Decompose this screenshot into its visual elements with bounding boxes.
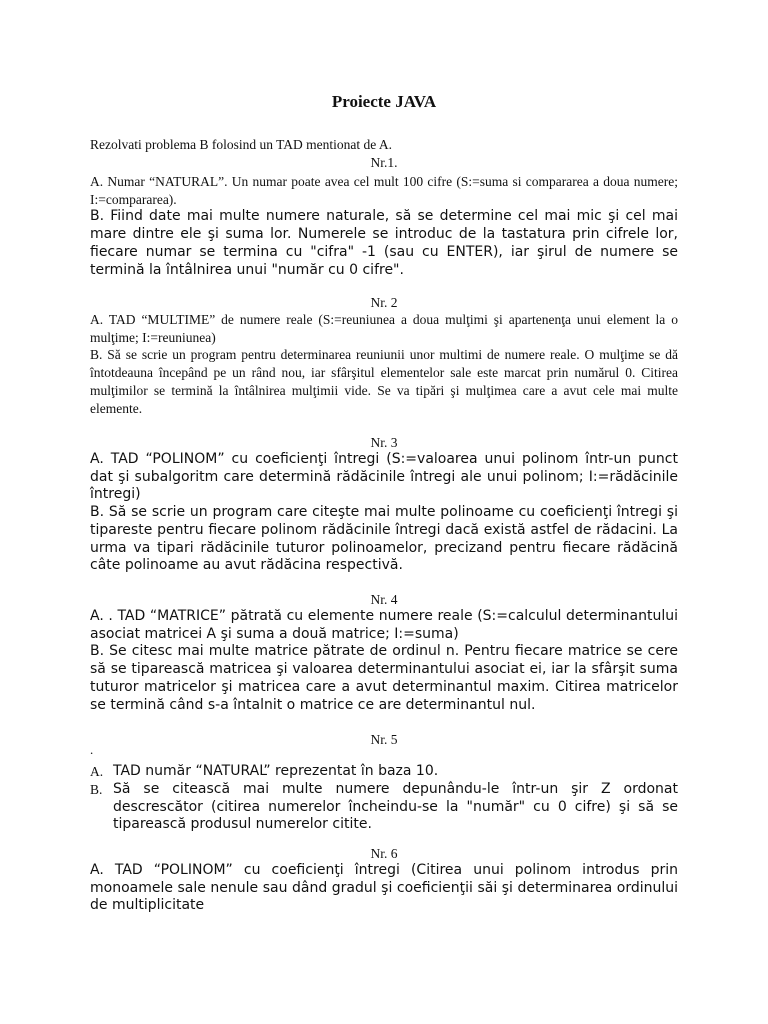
problem-3-body <box>90 451 678 575</box>
problem-4-number: Nr. 4 <box>370 592 398 607</box>
problem-3-part-a: A. TAD “POLINOM” cu coeficienţi întregi (S:=valoarea unui polinom într-un punct dat şi subalgoritm care determină rădăcinile întregi ale unui polinom; I:=rădăcinile întregi) <box>90 451 678 503</box>
problem-2-part-a: A. TAD “MULTIME” de numere reale (S:=reuniunea a doua mulţimi şi apartenenţa unui element la o mulţime; I:=reuniunea) <box>90 312 678 345</box>
problem-6-body <box>90 862 678 915</box>
problem-5-number: Nr. 5 <box>370 732 398 747</box>
problem-5-part-a: TAD număr “NATURAL” reprezentat în baza 10. <box>113 763 439 779</box>
problem-6-part-a: A. TAD “POLINOM” cu coeficienţi întregi (Citirea unui polinom introdus prin monoamele sale nenule sau dând gradul şi coeficienţii săi şi determinarea ordinului de multiplicitate <box>90 862 678 914</box>
problem-6-number: Nr. 6 <box>370 846 398 861</box>
problem-5-item-a <box>90 763 678 781</box>
problem-1-part-a: A. Numar “NATURAL”. Un numar poate avea cel mult 100 cifre (S:=suma si compararea a doua numere; I:=compararea). <box>90 174 678 207</box>
problem-4-part-a: A. . TAD “MATRICE” pătrată cu elemente numere reale (S:=calculul determinantului asociat matricei A şi suma a două matrice; I:=suma) <box>90 608 678 642</box>
problem-3-number: Nr. 3 <box>370 435 398 450</box>
list-marker-b: B. <box>90 782 103 797</box>
problem-2-part-b: B. Să se scrie un program pentru determinarea reuniunii unor multimi de numere reale. O mulţime se dă întotdeauna începând pe un rând nou, iar sfârşitul elementelor sale este marcat prin numărul 0. Citirea mulţimilor se termină la întâlnirea mulţimii vide. Se va tipări şi mulţimea care a avut cele mai multe elemente. <box>90 347 678 416</box>
intro-text: Rezolvati problema B folosind un TAD mentionat de A. <box>90 137 392 152</box>
document-title: Proiecte JAVA <box>331 92 437 111</box>
problem-5-part-b: Să se citească mai multe numere depunându-le într-un şir Z ordonat descrescător (citirea numerelor încheindu-se la "număr" cu 0 cifre) şi să se tiparească produsul numerelor citite. <box>113 781 678 833</box>
list-marker-a: A. <box>90 764 104 779</box>
problem-5-item-b <box>90 781 678 835</box>
problem-4-part-b: B. Se citesc mai multe matrice pătrate de ordinul n. Pentru fiecare matrice se cere să se tiparească matricea şi valoarea determinantului asociat ei, iar la sfârşit suma tuturor matricelor şi matricea care a avut determinantul maxim. Citirea matricelor se termină când s-a întalnit o matrice ce are determinantul nul. <box>90 643 678 713</box>
problem-4-body <box>90 608 678 714</box>
problem-1-body <box>90 173 678 279</box>
problem-2-number: Nr. 2 <box>370 295 398 310</box>
problem-1-part-b: B. Fiind date mai multe numere naturale, să se determine cel mai mic şi cel mai mare dintre ele şi suma lor. Numerele se introduc de la tastatura prin cifrele lor, fiecare numar se termina cu "cifra" -1 (sau cu ENTER), iar şirul de numere se termină la întâlnirea unui "număr cu 0 cifre". <box>90 208 678 278</box>
problem-1-number: Nr.1. <box>370 155 398 170</box>
stray-dot: . <box>90 742 94 757</box>
problem-3-part-b: B. Să se scrie un program care citeşte mai multe polinoame cu coeficienţi întregi şi tipareste pentru fiecare polinom rădăcinile întregi dacă există astfel de rădacini. La urma va tipari rădăcinile tuturor polinoamelor, precizand pentru fiecare rădăcină câte polinoame au avut rădăcina respectivă. <box>90 504 678 574</box>
problem-2-body <box>90 311 678 417</box>
